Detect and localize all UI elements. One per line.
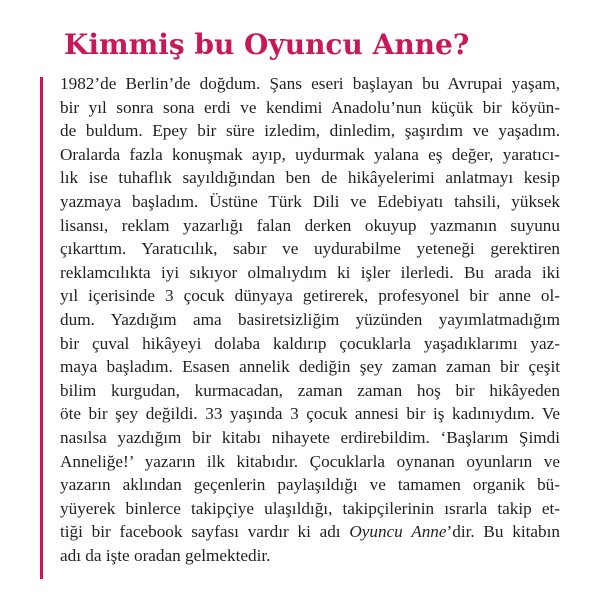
text-line: Anneliğe!’ yazarın ilk kitabıdır. Çocuklarla oynanan oyunların ve xyxy=(60,451,560,471)
text-line: çıkarttım. Yaratıcılık, sabır ve uydurabilme yeteneği gerektiren xyxy=(60,239,560,259)
text-line: yıl içerisinde 3 çocuk dünyaya getirerek, profesyonel bir anne ol- xyxy=(60,286,560,306)
text-line: maya başladım. Esasen annelik dediğin şey zaman zaman bir çeşit xyxy=(60,357,560,377)
text-line: bir yıl sonra sona erdi ve kendimi Anadolu’nun küçük bir köyün- xyxy=(60,97,560,117)
text-line: dum. Yazdığım ama basiretsizliğim yüzünden yayımlatmadığım xyxy=(60,309,560,329)
text-line: lık ise tuhaflık sayıldığından ben de hikâyelerimi anlatmayı kesip xyxy=(60,168,560,188)
line-text-before: tiği bir facebook sayfası vardır ki adı xyxy=(60,522,350,542)
text-line: lisansı, reklam yazarlığı falan derken okuyup yazmanın suyunu xyxy=(60,215,560,235)
text-line: reklamcılıkta iyi sıkıyor olmalıydım ki işler ilerledi. Bu arada iki xyxy=(60,262,560,282)
text-line: bir çuval hikâyeyi dolaba kaldırıp çocuklarla yaşadıklarımı yaz- xyxy=(60,333,560,353)
text-line: 1982’de Berlin’de doğdum. Şans eseri başlayan bu Avrupai yaşam, xyxy=(60,74,560,93)
text-line: yüyerek binlerce takipçiye ulaşıldığı, takipçilerinin ısrarla takip et- xyxy=(60,498,560,518)
text-line: bilim kurgudan, kurmacadan, zaman zaman hoş bir hikâyeden xyxy=(60,380,560,400)
text-line: yazmaya başladım. Üstüne Türk Dili ve Edebiyatı tahsili, yüksek xyxy=(60,191,560,211)
text-line: de buldum. Epey bir süre izledim, dinledim, şaşırdım ve yaşadım. xyxy=(60,121,560,141)
text-line: öte bir şey değildi. 33 yaşında 3 çocuk annesi bir iş kadınıydım. Ve xyxy=(60,404,560,424)
accent-bar xyxy=(40,77,43,579)
text-line-with-italic xyxy=(60,520,560,544)
line-text-after: ’dir. Bu kitabın xyxy=(446,522,560,542)
text-line: yazarın aklından geçenlerin paylaşıldığı ve tamamen organik bü- xyxy=(60,475,560,495)
text-line: nasılsa yazdığım bir kitabı nihayete erdirebildim. ‘Başlarım Şimdi xyxy=(60,427,560,447)
page-title: Kimmiş bu Oyuncu Anne? xyxy=(64,28,470,61)
text-line-last: adı da işte oradan gelmektedir. xyxy=(60,545,271,565)
biography-paragraph xyxy=(60,72,560,567)
text-line: Oralarda fazla konuşmak ayıp, uydurmak yalana eş değer, yaratıcı- xyxy=(60,144,560,164)
italic-page-name: Oyuncu Anne xyxy=(349,522,447,542)
